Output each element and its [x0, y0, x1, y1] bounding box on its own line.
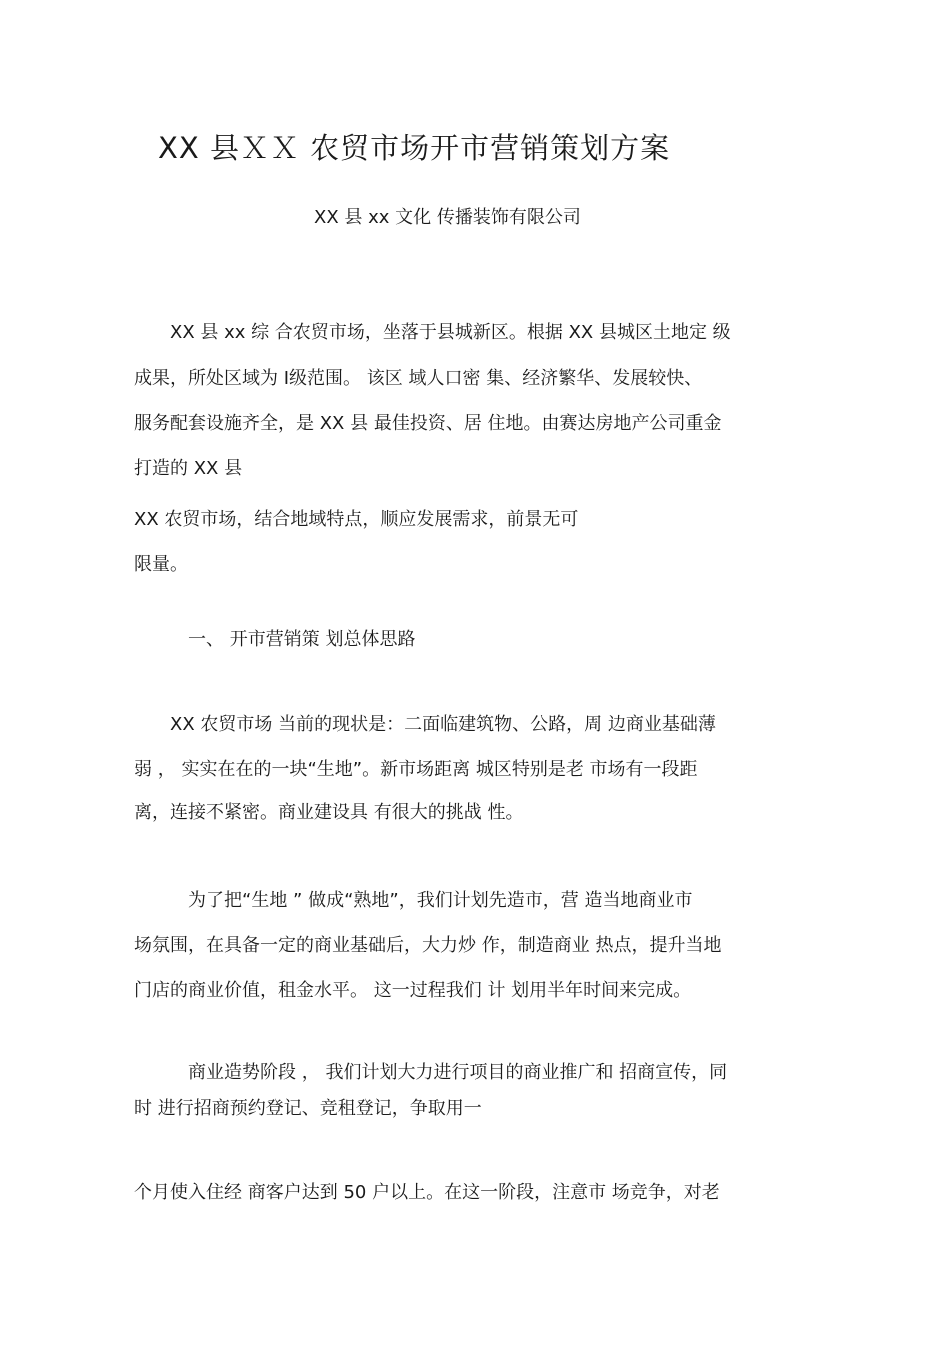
- paragraph-line: XX 县 xx 综 合农贸市场，坐落于县城新区。根据 XX 县城区土地定 级: [170, 322, 731, 343]
- paragraph-line: 为了把“生地 ” 做成“熟地”，我们计划先造市，营 造当地商业市: [188, 890, 693, 911]
- paragraph-line: 服务配套设施齐全，是 XX 县 最佳投资、居 住地。由赛达房地产公司重金: [134, 413, 722, 434]
- paragraph-line: 弱 ， 实实在在的一块“生地”。新市场距离 城区特别是老 市场有一段距: [134, 759, 698, 780]
- paragraph-line: 场氛围，在具备一定的商业基础后，大力炒 作，制造商业 热点，提升当地: [134, 935, 722, 956]
- document-subtitle: XX 县 xx 文化 传播装饰有限公司: [314, 207, 581, 228]
- paragraph-line: 门店的商业价值，租金水平。 这一过程我们 计 划用半年时间来完成。: [134, 980, 692, 1001]
- paragraph-line: XX 农贸市场，结合地域特点，顺应发展需求，前景无可: [134, 509, 579, 530]
- section-heading: 一、 开市营销策 划总体思路: [188, 629, 416, 650]
- document-title: XX 县ＸＸ 农贸市场开市营销策划方案: [158, 131, 671, 165]
- paragraph-line: 成果，所处区域为 Ⅰ级范围。 该区 域人口密 集、经济繁华、发展较快、: [134, 368, 703, 389]
- paragraph-line: 商业造势阶段 ， 我们计划大力进行项目的商业推广和 招商宣传，同: [188, 1062, 728, 1083]
- paragraph-line: 时 进行招商预约登记、竞租登记，争取用一: [134, 1098, 482, 1119]
- paragraph-line: 离，连接不紧密。商业建设具 有很大的挑战 性。: [134, 802, 524, 823]
- paragraph-line: 个月使入住经 商客户达到 50 户以上。在这一阶段，注意市 场竞争，对老: [134, 1182, 720, 1203]
- paragraph-line: 限量。: [134, 554, 188, 575]
- paragraph-line: 打造的 XX 县: [134, 458, 243, 479]
- paragraph-line: XX 农贸市场 当前的现状是：二面临建筑物、公路，周 边商业基础薄: [170, 714, 716, 735]
